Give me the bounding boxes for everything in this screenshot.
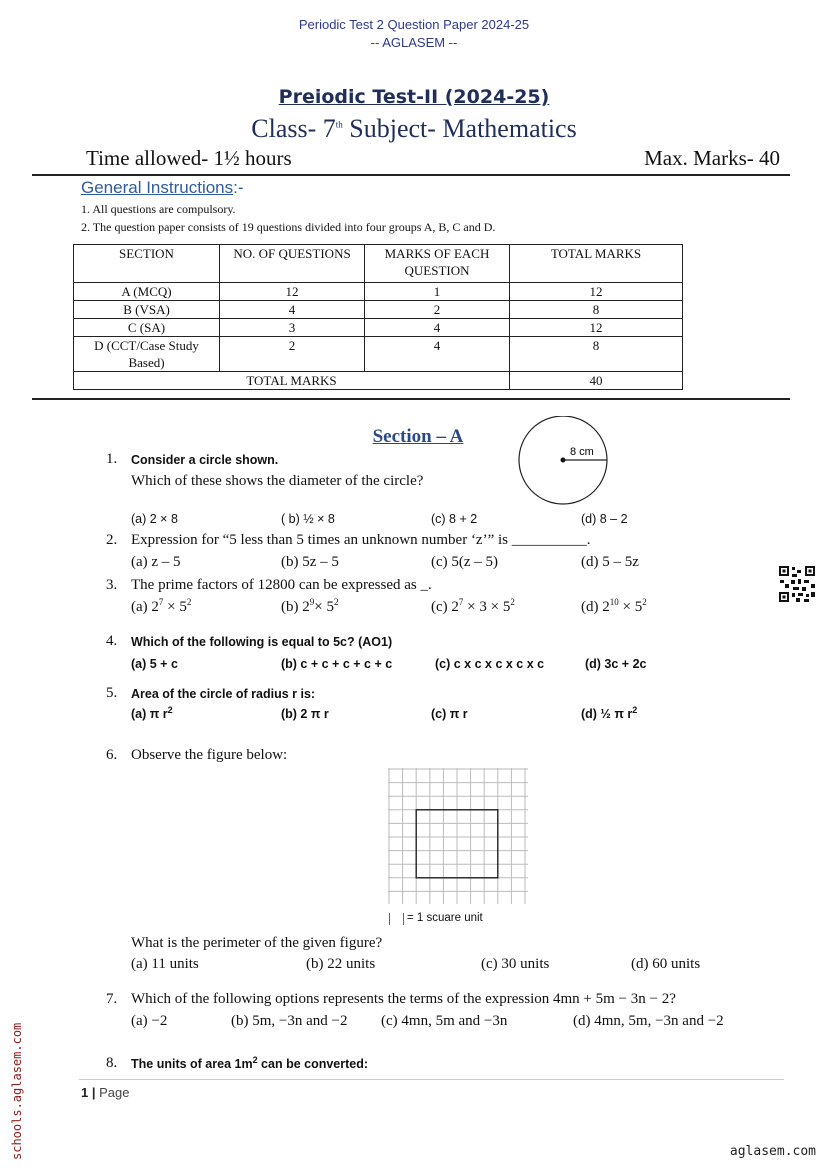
side-watermark: schools.aglasem.com xyxy=(10,1022,24,1160)
question-text: Which of the following options represents the terms of the expression 4mn + 5m − 3n − 2? xyxy=(131,991,676,1007)
question-text: Which of the following is equal to 5c? (AO1) xyxy=(131,635,393,649)
option: (c) c x c x c x c x c xyxy=(435,657,545,671)
circle-figure xyxy=(516,416,610,510)
table-cell: 4 xyxy=(220,301,365,319)
option: (c) π r xyxy=(431,707,468,721)
question-text: Consider a circle shown. xyxy=(131,453,279,467)
option: (a) π $r^2$ xyxy=(131,704,173,721)
section-title: Section – A xyxy=(372,426,464,447)
option: (a) $2^7 \times 5^2$ xyxy=(131,597,192,615)
option: (d) ½ π $r^2$ xyxy=(581,704,638,721)
table-cell: 2 xyxy=(365,301,510,319)
option: (b) 5m, −3n and −2 xyxy=(231,1013,348,1029)
watermark-header-line2: -- AGLASEM -- xyxy=(370,35,458,50)
watermark-header-line1: Periodic Test 2 Question Paper 2024-25 xyxy=(298,17,530,32)
table-header: NO. OF QUESTIONS xyxy=(220,245,365,283)
question-text: Area of the circle of radius r is: xyxy=(131,687,316,701)
time-allowed: Time allowed- 1½ hours xyxy=(86,146,292,170)
option: (c) 4mn, 5m and −3n xyxy=(381,1013,508,1029)
table-total-row xyxy=(74,372,683,390)
footer-rule xyxy=(79,1079,784,1080)
grid-legend: = 1 scuare unit xyxy=(407,912,483,924)
table-row xyxy=(74,301,683,319)
table-cell: B (VSA) xyxy=(74,301,220,319)
total-value: 40 xyxy=(510,372,683,390)
table-cell: 1 xyxy=(365,283,510,301)
option: ( b) ½ × 8 xyxy=(281,512,335,526)
instruction-item: 2. The question paper consists of 19 questions divided into four groups A, B, C and D. xyxy=(81,220,496,234)
instruction-item: 1. All questions are compulsory. xyxy=(81,202,236,216)
option: (c) 30 units xyxy=(481,956,550,972)
option: (a) 2 × 8 xyxy=(131,512,178,526)
instructions-heading: General Instructions:- xyxy=(81,178,244,197)
site-footer: aglasem.com xyxy=(729,1144,816,1159)
table-cell: 8 xyxy=(510,337,683,372)
grid-figure xyxy=(388,768,528,904)
option: (a) z – 5 xyxy=(131,554,181,570)
page-footer: 1 | Page xyxy=(81,1085,130,1100)
option: (c) $2^7 \times 3 \times 5^2$ xyxy=(431,597,515,615)
table-cell: 4 xyxy=(365,319,510,337)
table-cell: 3 xyxy=(220,319,365,337)
max-marks: Max. Marks- 40 xyxy=(644,146,780,170)
table-cell: 4 xyxy=(365,337,510,372)
table-cell: A (MCQ) xyxy=(74,283,220,301)
question-number: 4. xyxy=(106,633,118,649)
table-row xyxy=(74,319,683,337)
option: (b) 22 units xyxy=(306,956,376,972)
table-cell: 12 xyxy=(220,283,365,301)
option: (b) $2^9\times 5^2$ xyxy=(281,597,339,615)
option: (a) 11 units xyxy=(131,956,199,972)
option: (b) 5z – 5 xyxy=(281,554,339,570)
option: (d) 4mn, 5m, −3n and −2 xyxy=(573,1013,724,1029)
question-number: 2. xyxy=(106,532,118,548)
option: (a) 5 + c xyxy=(131,657,178,671)
question-text: The prime factors of 12800 can be expressed as _. xyxy=(131,577,432,593)
question-text: What is the perimeter of the given figure? xyxy=(131,935,383,951)
test-title: Preiodic Test-II (2024-25) xyxy=(278,86,550,108)
question-number: 8. xyxy=(106,1055,118,1071)
table-cell: C (SA) xyxy=(74,319,220,337)
unit-square-icon xyxy=(389,913,404,925)
question-text: The units of area $1m^2$ can be converted: xyxy=(131,1054,369,1071)
table-cell: 8 xyxy=(510,301,683,319)
question-number: 3. xyxy=(106,577,118,593)
option: (d) 3c + 2c xyxy=(585,657,647,671)
table-cell: D (CCT/Case Study Based) xyxy=(74,337,220,372)
table-header-row xyxy=(74,245,683,283)
table-header: SECTION xyxy=(74,245,220,283)
radius-label: 8 cm xyxy=(570,446,594,458)
option: (c) 5(z – 5) xyxy=(431,554,499,570)
table-cell: 2 xyxy=(220,337,365,372)
option: (b) c + c + c + c + c xyxy=(281,657,393,671)
option: (a) −2 xyxy=(131,1013,168,1029)
table-row xyxy=(74,283,683,301)
option: (d) 8 – 2 xyxy=(581,512,628,526)
divider xyxy=(32,398,790,400)
table-row xyxy=(74,337,683,372)
class-subject: Class- 7th Subject- Mathematics xyxy=(251,114,577,143)
marks-table xyxy=(73,244,683,390)
option: (d) 5 – 5z xyxy=(581,554,639,570)
question-number: 7. xyxy=(106,991,118,1007)
option: (d) 60 units xyxy=(631,956,701,972)
option: (c) 8 + 2 xyxy=(431,512,478,526)
question-text: Which of these shows the diameter of the circle? xyxy=(131,473,424,489)
question-text: Expression for “5 less than 5 times an unknown number ‘z’” is __________. xyxy=(131,532,591,548)
option: (b) 2 π r xyxy=(281,707,329,721)
option: (d) $2^{10} \times 5^2$ xyxy=(581,597,647,615)
grid-lines xyxy=(388,768,528,904)
table-cell: 12 xyxy=(510,319,683,337)
question-number: 6. xyxy=(106,747,118,763)
question-number: 1. xyxy=(106,451,118,467)
table-header: MARKS OF EACH QUESTION xyxy=(365,245,510,283)
question-number: 5. xyxy=(106,685,118,701)
divider xyxy=(32,174,790,176)
table-header: TOTAL MARKS xyxy=(510,245,683,283)
question-text: Observe the figure below: xyxy=(131,747,288,763)
qr-code xyxy=(778,565,816,603)
total-label: TOTAL MARKS xyxy=(74,372,510,390)
table-cell: 12 xyxy=(510,283,683,301)
